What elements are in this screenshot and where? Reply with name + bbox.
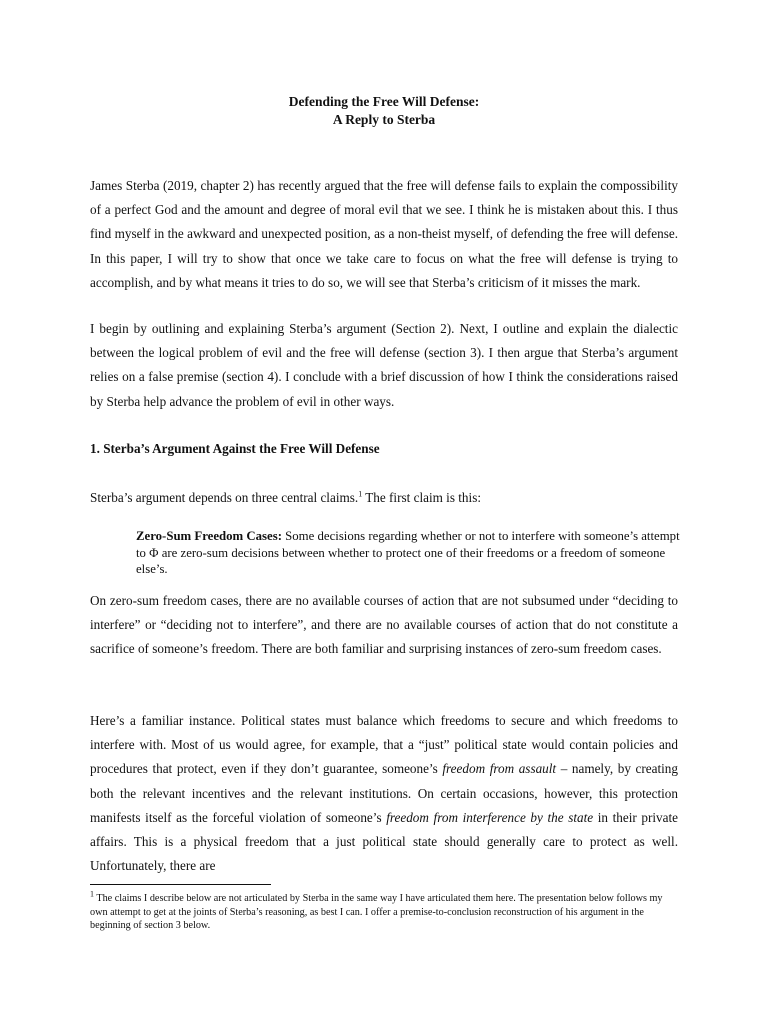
intro-paragraph: James Sterba (2019, chapter 2) has recently argued that the free will defense fails to explain the compossibility of a perfect God and the amount and degree of moral evil that we see. I think he is mistaken about this. I thus find myself in the awkward and unexpected position, as a non-theist myself, of defending the free will defense. In this paper, I will try to show that once we take care to focus on what the free will defense is trying to accomplish, and by what means it tries to do so, we will see that Sterba’s criticism of it misses the mark. [90,178,678,290]
quote-text: Some decisions regarding whether or not to interfere with someone’s attempt to Φ are zero-sum decisions between whether to protect one of their freedoms or a freedom of someone else’s. [136,529,680,576]
claims-tail: The first claim is this: [362,490,481,505]
title-line-1: Defending the Free Will Defense: [288,94,480,109]
para-text: in their private affairs. This is a physical freedom that a just political state should generally care to protect as well. Unfortunately, there are [90,809,678,874]
zero-sum-paragraph: On zero-sum freedom cases, there are no available courses of action that are not subsumed under “deciding to interfere” or “deciding not to interfere”, and there are no available courses of action that do not constitute a sacrifice of someone’s freedom. There are both familiar and surprising instances of zero-sum freedom cases. [90,593,678,657]
footnote-divider [90,884,271,885]
claims-text: Sterba’s argument depends on three central claims. [90,490,359,505]
familiar-instance-paragraph [90,709,678,878]
footnote-text: The claims I describe below are not articulated by Sterba in the same way I have articulated them here. The presentation below follows my own attempt to get at the joints of Sterba’s reasoning, as best I can. I offer a premise-to-conclusion reconstruction of his argument in the beginning of section 3 below. [90,893,663,931]
outline-paragraph: I begin by outlining and explaining Sterba’s argument (Section 2). Next, I outline and explain the dialectic between the logical problem of evil and the free will defense (section 3). I then argue that Sterba’s argument relies on a false premise (section 4). I conclude with a brief discussion of how I think the considerations raised by Sterba help advance the problem of evil in other ways. [90,321,678,409]
title-line-2: A Reply to Sterba [332,112,436,127]
para-text: – namely, by creating both the relevant incentives and the relevant institutions. On certain occasions, however, this protection manifests itself as the forceful violation of someone’s [90,761,678,825]
quote-label: Zero-Sum Freedom Cases: [136,529,282,543]
para-text: Here’s a familiar instance. Political states must balance which freedoms to secure and which freedoms to interfere with. Most of us would agree, for example, that a “just” political state would contain policies and procedures that protect, even if they don’t guarantee, someone’s [90,713,678,777]
section-1-heading: 1. Sterba’s Argument Against the Free Will Defense [90,441,380,456]
zero-sum-quote [136,528,680,578]
claims-paragraph [90,486,678,510]
footnote-reference[interactable]: 1 [358,489,363,499]
footnote-mark: 1 [90,889,94,899]
footnote [90,889,678,933]
emphasis-freedom-from-assault: freedom from assault [442,761,557,777]
emphasis-freedom-from-interference: freedom from interference by the state [386,809,594,825]
